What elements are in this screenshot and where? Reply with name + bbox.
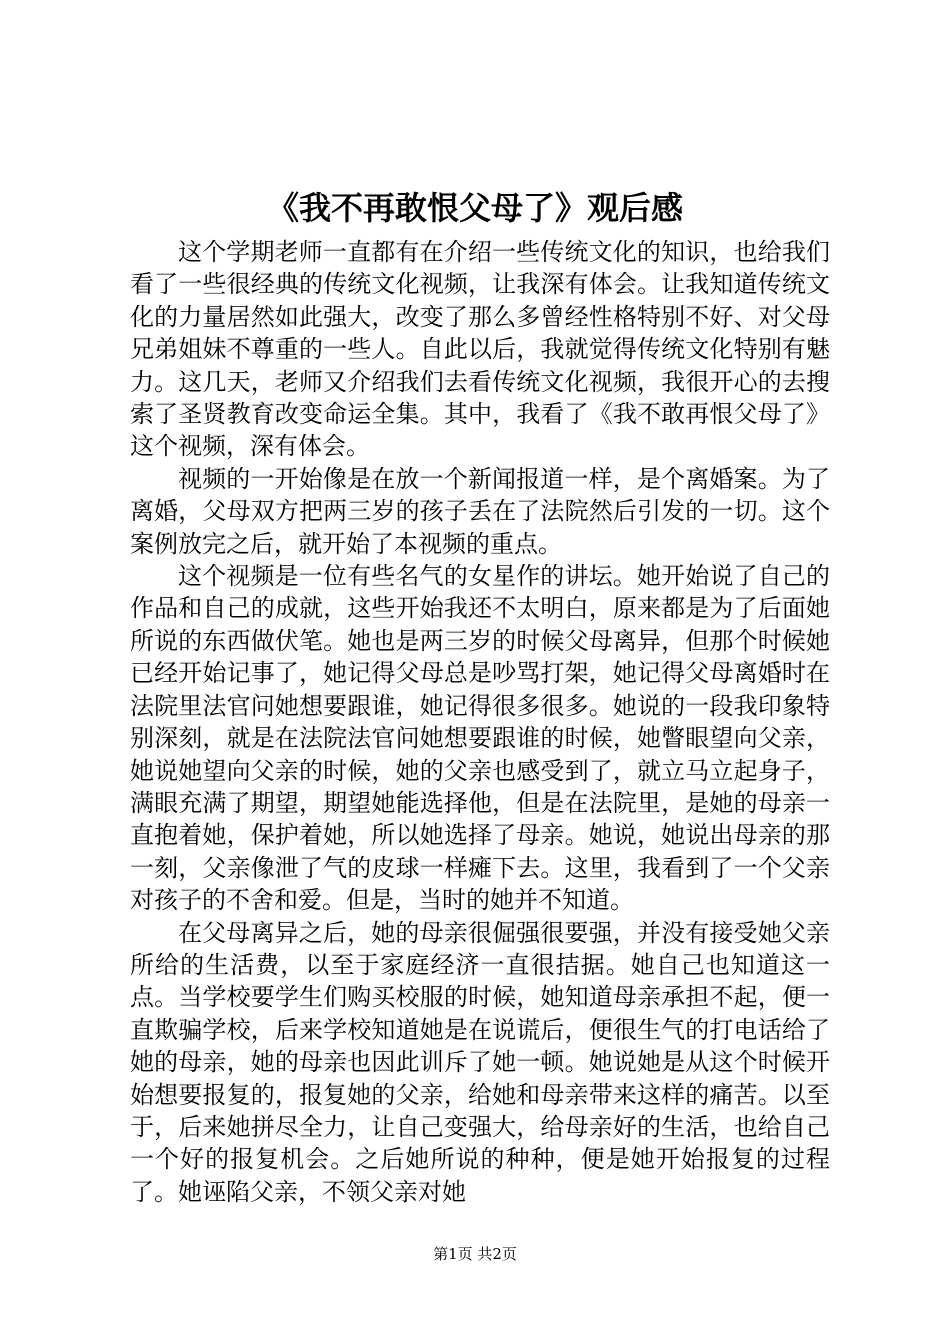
document-title: 《我不再敢恨父母了》观后感 [266,189,683,227]
document-body [130,236,830,1208]
paragraph-4: 在父母离异之后，她的母亲很倔强很要强，并没有接受她父亲所给的生活费，以至于家庭经济一直很拮据。她自己也知道这一点。当学校要学生们购买校服的时候，她知道母亲承担不起，便一直欺骗学校，后来学校知道她是在说谎后，便很生气的打电话给了她的母亲，她的母亲也因此训斥了她一顿。她说她是从这个时候开始想要报复的，报复她的父亲，给她和母亲带来这样的痛苦。以至于，后来她拼尽全力，让自己变强大，给母亲好的生活，也给自己一个好的报复机会。之后她所说的种种，便是她开始报复的过程了。她诬陷父亲，不领父亲对她 [130,918,830,1206]
paragraph-3: 这个视频是一位有些名气的女星作的讲坛。她开始说了自己的作品和自己的成就，这些开始我还不太明白，原来都是为了后面她所说的东西做伏笔。她也是两三岁的时候父母离异，但那个时候她已经开始记事了，她记得父母总是吵骂打架，她记得父母离婚时在法院里法官问她想要跟谁，她记得很多很多。她说的一段我印象特别深刻，就是在法院法官问她想要跟谁的时候，她瞥眼望向父亲，她说她望向父亲的时候，她的父亲也感受到了，就立马立起身子，满眼充满了期望，期望她能选择他，但是在法院里，是她的母亲一直抱着她，保护着她，所以她选择了母亲。她说，她说出母亲的那一刻，父亲像泄了气的皮球一样瘫下去。这里，我看到了一个父亲对孩子的不舍和爱。但是，当时的她并不知道。 [130,562,830,915]
paragraph-2: 视频的一开始像是在放一个新闻报道一样，是个离婚案。为了离婚，父母双方把两三岁的孩子丢在了法院然后引发的一切。这个案例放完之后，就开始了本视频的重点。 [130,464,830,558]
paragraph-1: 这个学期老师一直都有在介绍一些传统文化的知识，也给我们看了一些很经典的传统文化视频，让我深有体会。让我知道传统文化的力量居然如此强大，改变了那么多曾经性格特别不好、对父母兄弟姐妹不尊重的一些人。自此以后，我就觉得传统文化特别有魅力。这几天，老师又介绍我们去看传统文化视频，我很开心的去搜索了圣贤教育改变命运全集。其中，我看了《我不敢再恨父母了》这个视频，深有体会。 [130,238,830,461]
page-number-footer: 第1页 共2页 [433,1245,517,1263]
